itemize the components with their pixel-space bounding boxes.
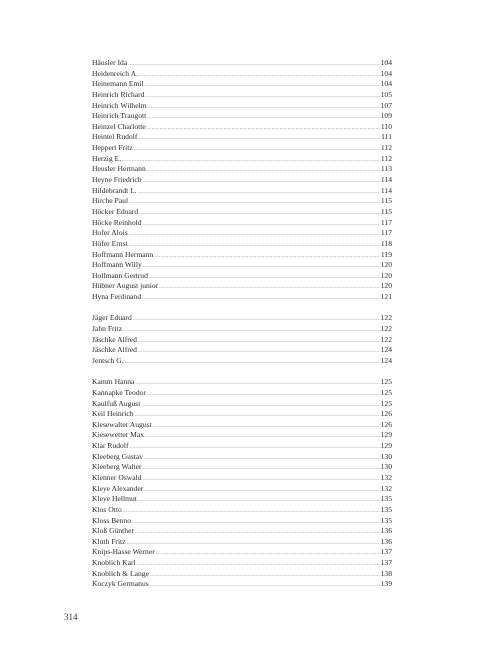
dot-leader — [129, 198, 380, 209]
dot-leader — [150, 581, 380, 592]
dot-leader — [144, 486, 379, 497]
entry-page-number: 104 — [380, 79, 392, 89]
entry-page-number: 119 — [380, 249, 392, 259]
dot-leader — [142, 294, 379, 305]
dot-leader — [143, 262, 380, 273]
dot-leader — [134, 145, 380, 156]
entry-name: Knoblich Karl — [92, 558, 136, 568]
dot-leader — [122, 156, 380, 167]
index-entry — [92, 420, 392, 431]
index-entry — [92, 281, 392, 292]
index-entry — [92, 484, 392, 495]
entry-page-number: 132 — [380, 472, 392, 482]
dot-leader — [139, 71, 380, 82]
entry-name: Kaulfuß August — [92, 398, 141, 408]
entry-page-number: 117 — [380, 217, 392, 227]
index-entry — [92, 90, 392, 101]
entry-name: Höcker Eduard — [92, 206, 139, 216]
dot-leader — [150, 571, 380, 582]
entry-name: Kamm Hanna — [92, 377, 135, 387]
entry-name: Klar Rudolf — [92, 441, 129, 451]
entry-page-number: 126 — [380, 409, 392, 419]
dot-leader — [147, 390, 380, 401]
dot-leader — [145, 81, 380, 92]
entry-name: Kleeberg Gustav — [92, 451, 144, 461]
index-entry — [92, 537, 392, 548]
index-entry — [92, 260, 392, 271]
entry-name: Kannapke Teodor — [92, 387, 146, 397]
index-entry — [92, 547, 392, 558]
entry-name: Kleye Alexander — [92, 483, 144, 493]
entry-page-number: 124 — [380, 345, 392, 355]
index-entry — [92, 558, 392, 569]
entry-name: Kleye Hellmut — [92, 494, 137, 504]
entry-name: Hoffmann Willy — [92, 260, 142, 270]
entry-name: Hollmann Gertrud — [92, 270, 148, 280]
dot-leader — [135, 528, 380, 539]
index-entry — [92, 218, 392, 229]
entry-page-number: 122 — [380, 313, 392, 323]
entry-page-number: 138 — [380, 568, 392, 578]
entry-name: Hirche Paul — [92, 196, 129, 206]
index-entry — [92, 79, 392, 90]
index-entry — [92, 239, 392, 250]
entry-name: Knoblich & Lange — [92, 568, 149, 578]
index-entry — [92, 377, 392, 388]
entry-page-number: 125 — [380, 387, 392, 397]
entry-name: Heinrich Wilhelm — [92, 100, 147, 110]
entry-page-number: 120 — [380, 260, 392, 270]
dot-leader — [148, 103, 380, 114]
entry-page-number: 125 — [380, 377, 392, 387]
index-entry — [92, 58, 392, 69]
dot-leader — [143, 464, 380, 475]
dot-leader — [147, 113, 379, 124]
entry-name: Kloss Benno — [92, 515, 132, 525]
entry-page-number: 122 — [380, 334, 392, 344]
dot-leader — [139, 209, 380, 220]
page-number: 314 — [64, 612, 78, 622]
dot-leader — [156, 549, 380, 560]
entry-name: Jentsch G. — [92, 355, 124, 365]
entry-page-number: 126 — [380, 419, 392, 429]
index-entry — [92, 292, 392, 303]
entry-name: Hoffmann Hermann — [92, 249, 154, 259]
index-entry — [92, 250, 392, 261]
entry-page-number: 107 — [380, 100, 392, 110]
dot-leader — [143, 475, 380, 486]
entry-name: Kluth Fritz — [92, 536, 126, 546]
entry-name: Klenner Oswald — [92, 472, 142, 482]
entry-name: Koczyk Germanus — [92, 579, 149, 589]
entry-name: Kiesewalter August — [92, 419, 152, 429]
entry-name: Heinrich Traugott — [92, 111, 147, 121]
index-entry — [92, 526, 392, 537]
entry-name: Höcke Reinhold — [92, 217, 142, 227]
index-entry — [92, 164, 392, 175]
entry-page-number: 135 — [380, 494, 392, 504]
entry-name: Jäger Eduard — [92, 313, 132, 323]
index-entry — [92, 505, 392, 516]
entry-name: Heinzel Charlotte — [92, 121, 146, 131]
entry-page-number: 137 — [380, 547, 392, 557]
entry-page-number: 109 — [380, 111, 392, 121]
entry-page-number: 130 — [380, 462, 392, 472]
index-entry — [92, 101, 392, 112]
entry-name: Klos Otto — [92, 504, 122, 514]
dot-leader — [153, 422, 380, 433]
entry-page-number: 129 — [380, 430, 392, 440]
index-entry — [92, 356, 392, 367]
index-entry — [92, 207, 392, 218]
dot-leader — [123, 326, 379, 337]
dot-leader — [138, 347, 380, 358]
dot-leader — [149, 273, 380, 284]
dot-leader — [147, 124, 380, 135]
entry-name: Jahn Fritz — [92, 324, 123, 334]
entry-page-number: 125 — [380, 398, 392, 408]
index-entry — [92, 494, 392, 505]
index-entry — [92, 186, 392, 197]
dot-leader — [146, 92, 380, 103]
entry-page-number: 120 — [380, 281, 392, 291]
entry-page-number: 136 — [380, 526, 392, 536]
entry-name: Jäschke Alfred — [92, 345, 137, 355]
dot-leader — [135, 379, 379, 390]
entry-name: Heppert Fritz — [92, 143, 133, 153]
index-entry — [92, 579, 392, 590]
index-entry — [92, 335, 392, 346]
entry-name: Heintel Rudolf — [92, 132, 138, 142]
entry-page-number: 104 — [380, 58, 392, 67]
dot-leader — [123, 507, 380, 518]
index-entry — [92, 271, 392, 282]
entry-page-number: 124 — [380, 355, 392, 365]
entry-page-number: 129 — [380, 441, 392, 451]
entry-name: Hyna Ferdinand — [92, 292, 142, 302]
index-entry — [92, 345, 392, 356]
dot-leader — [125, 358, 380, 369]
dot-leader — [144, 454, 380, 465]
dot-leader — [159, 283, 379, 294]
index-entry — [92, 399, 392, 410]
entry-page-number: 105 — [380, 89, 392, 99]
entry-page-number: 104 — [380, 68, 392, 78]
entry-name: Heinrich Richard — [92, 89, 145, 99]
entry-page-number: 132 — [380, 483, 392, 493]
entry-name: Hübner August junior — [92, 281, 159, 291]
index-entry — [92, 69, 392, 80]
index-entry — [92, 441, 392, 452]
dot-leader — [129, 230, 380, 241]
dot-leader — [138, 496, 380, 507]
dot-leader — [141, 401, 379, 412]
index-entry — [92, 430, 392, 441]
dot-leader — [133, 315, 380, 326]
entry-name: Kloß Günther — [92, 526, 134, 536]
dot-leader — [137, 560, 380, 571]
entry-page-number: 110 — [380, 121, 392, 131]
name-index — [92, 58, 392, 590]
entry-page-number: 135 — [380, 515, 392, 525]
entry-name: Hildebrandt L. — [92, 185, 137, 195]
dot-leader — [132, 518, 380, 529]
dot-leader — [129, 241, 380, 252]
entry-name: Kiesewetter Max — [92, 430, 145, 440]
entry-page-number: 130 — [380, 451, 392, 461]
entry-page-number: 112 — [380, 153, 392, 163]
dot-leader — [138, 134, 380, 145]
entry-page-number: 135 — [380, 504, 392, 514]
index-entry — [92, 196, 392, 207]
index-entry — [92, 313, 392, 324]
entry-name: Keil Heinrich — [92, 409, 134, 419]
entry-page-number: 115 — [380, 196, 392, 206]
dot-leader — [143, 177, 380, 188]
entry-page-number: 114 — [380, 185, 392, 195]
index-entry — [92, 154, 392, 165]
entry-page-number: 121 — [380, 292, 392, 302]
index-entry — [92, 132, 392, 143]
index-entry — [92, 388, 392, 399]
entry-page-number: 118 — [380, 238, 392, 248]
entry-name: Herzig E. — [92, 153, 122, 163]
dot-leader — [138, 188, 380, 199]
entry-name: Höfer Ernst — [92, 238, 128, 248]
index-entry — [92, 143, 392, 154]
entry-page-number: 122 — [380, 324, 392, 334]
entry-page-number: 136 — [380, 536, 392, 546]
dot-leader — [138, 337, 380, 348]
dot-leader — [147, 166, 380, 177]
entry-name: Hofer Alois — [92, 228, 128, 238]
entry-page-number: 120 — [380, 270, 392, 280]
index-entry — [92, 516, 392, 527]
entry-name: Knips-Hasse Werner — [92, 547, 155, 557]
entry-name: Heusler Hermann — [92, 164, 146, 174]
index-entry — [92, 569, 392, 580]
entry-page-number: 112 — [380, 143, 392, 153]
index-entry — [92, 228, 392, 239]
entry-name: Heyne Friedrich — [92, 175, 142, 185]
dot-leader — [143, 220, 380, 231]
index-entry — [92, 462, 392, 473]
entry-page-number: 137 — [380, 558, 392, 568]
entry-name: Kleeberg Walter — [92, 462, 142, 472]
index-entry — [92, 473, 392, 484]
index-entry — [92, 122, 392, 133]
dot-leader — [154, 252, 380, 263]
entry-page-number: 111 — [381, 132, 392, 142]
entry-name: Heidenreich A. — [92, 68, 138, 78]
index-entry — [92, 452, 392, 463]
dot-leader — [128, 60, 379, 71]
dot-leader — [145, 432, 380, 443]
entry-name: Häusler Ida — [92, 58, 128, 67]
entry-page-number: 139 — [380, 579, 392, 589]
dot-leader — [127, 539, 380, 550]
index-entry — [92, 111, 392, 122]
entry-page-number: 113 — [380, 164, 392, 174]
entry-page-number: 114 — [380, 175, 392, 185]
index-entry — [92, 175, 392, 186]
entry-page-number: 117 — [380, 228, 392, 238]
index-entry — [92, 409, 392, 420]
index-entry — [92, 324, 392, 335]
entry-name: Heinemann Emil — [92, 79, 144, 89]
entry-name: Jäschke Alfred — [92, 334, 137, 344]
dot-leader — [135, 411, 380, 422]
dot-leader — [130, 443, 380, 454]
entry-page-number: 115 — [380, 206, 392, 216]
